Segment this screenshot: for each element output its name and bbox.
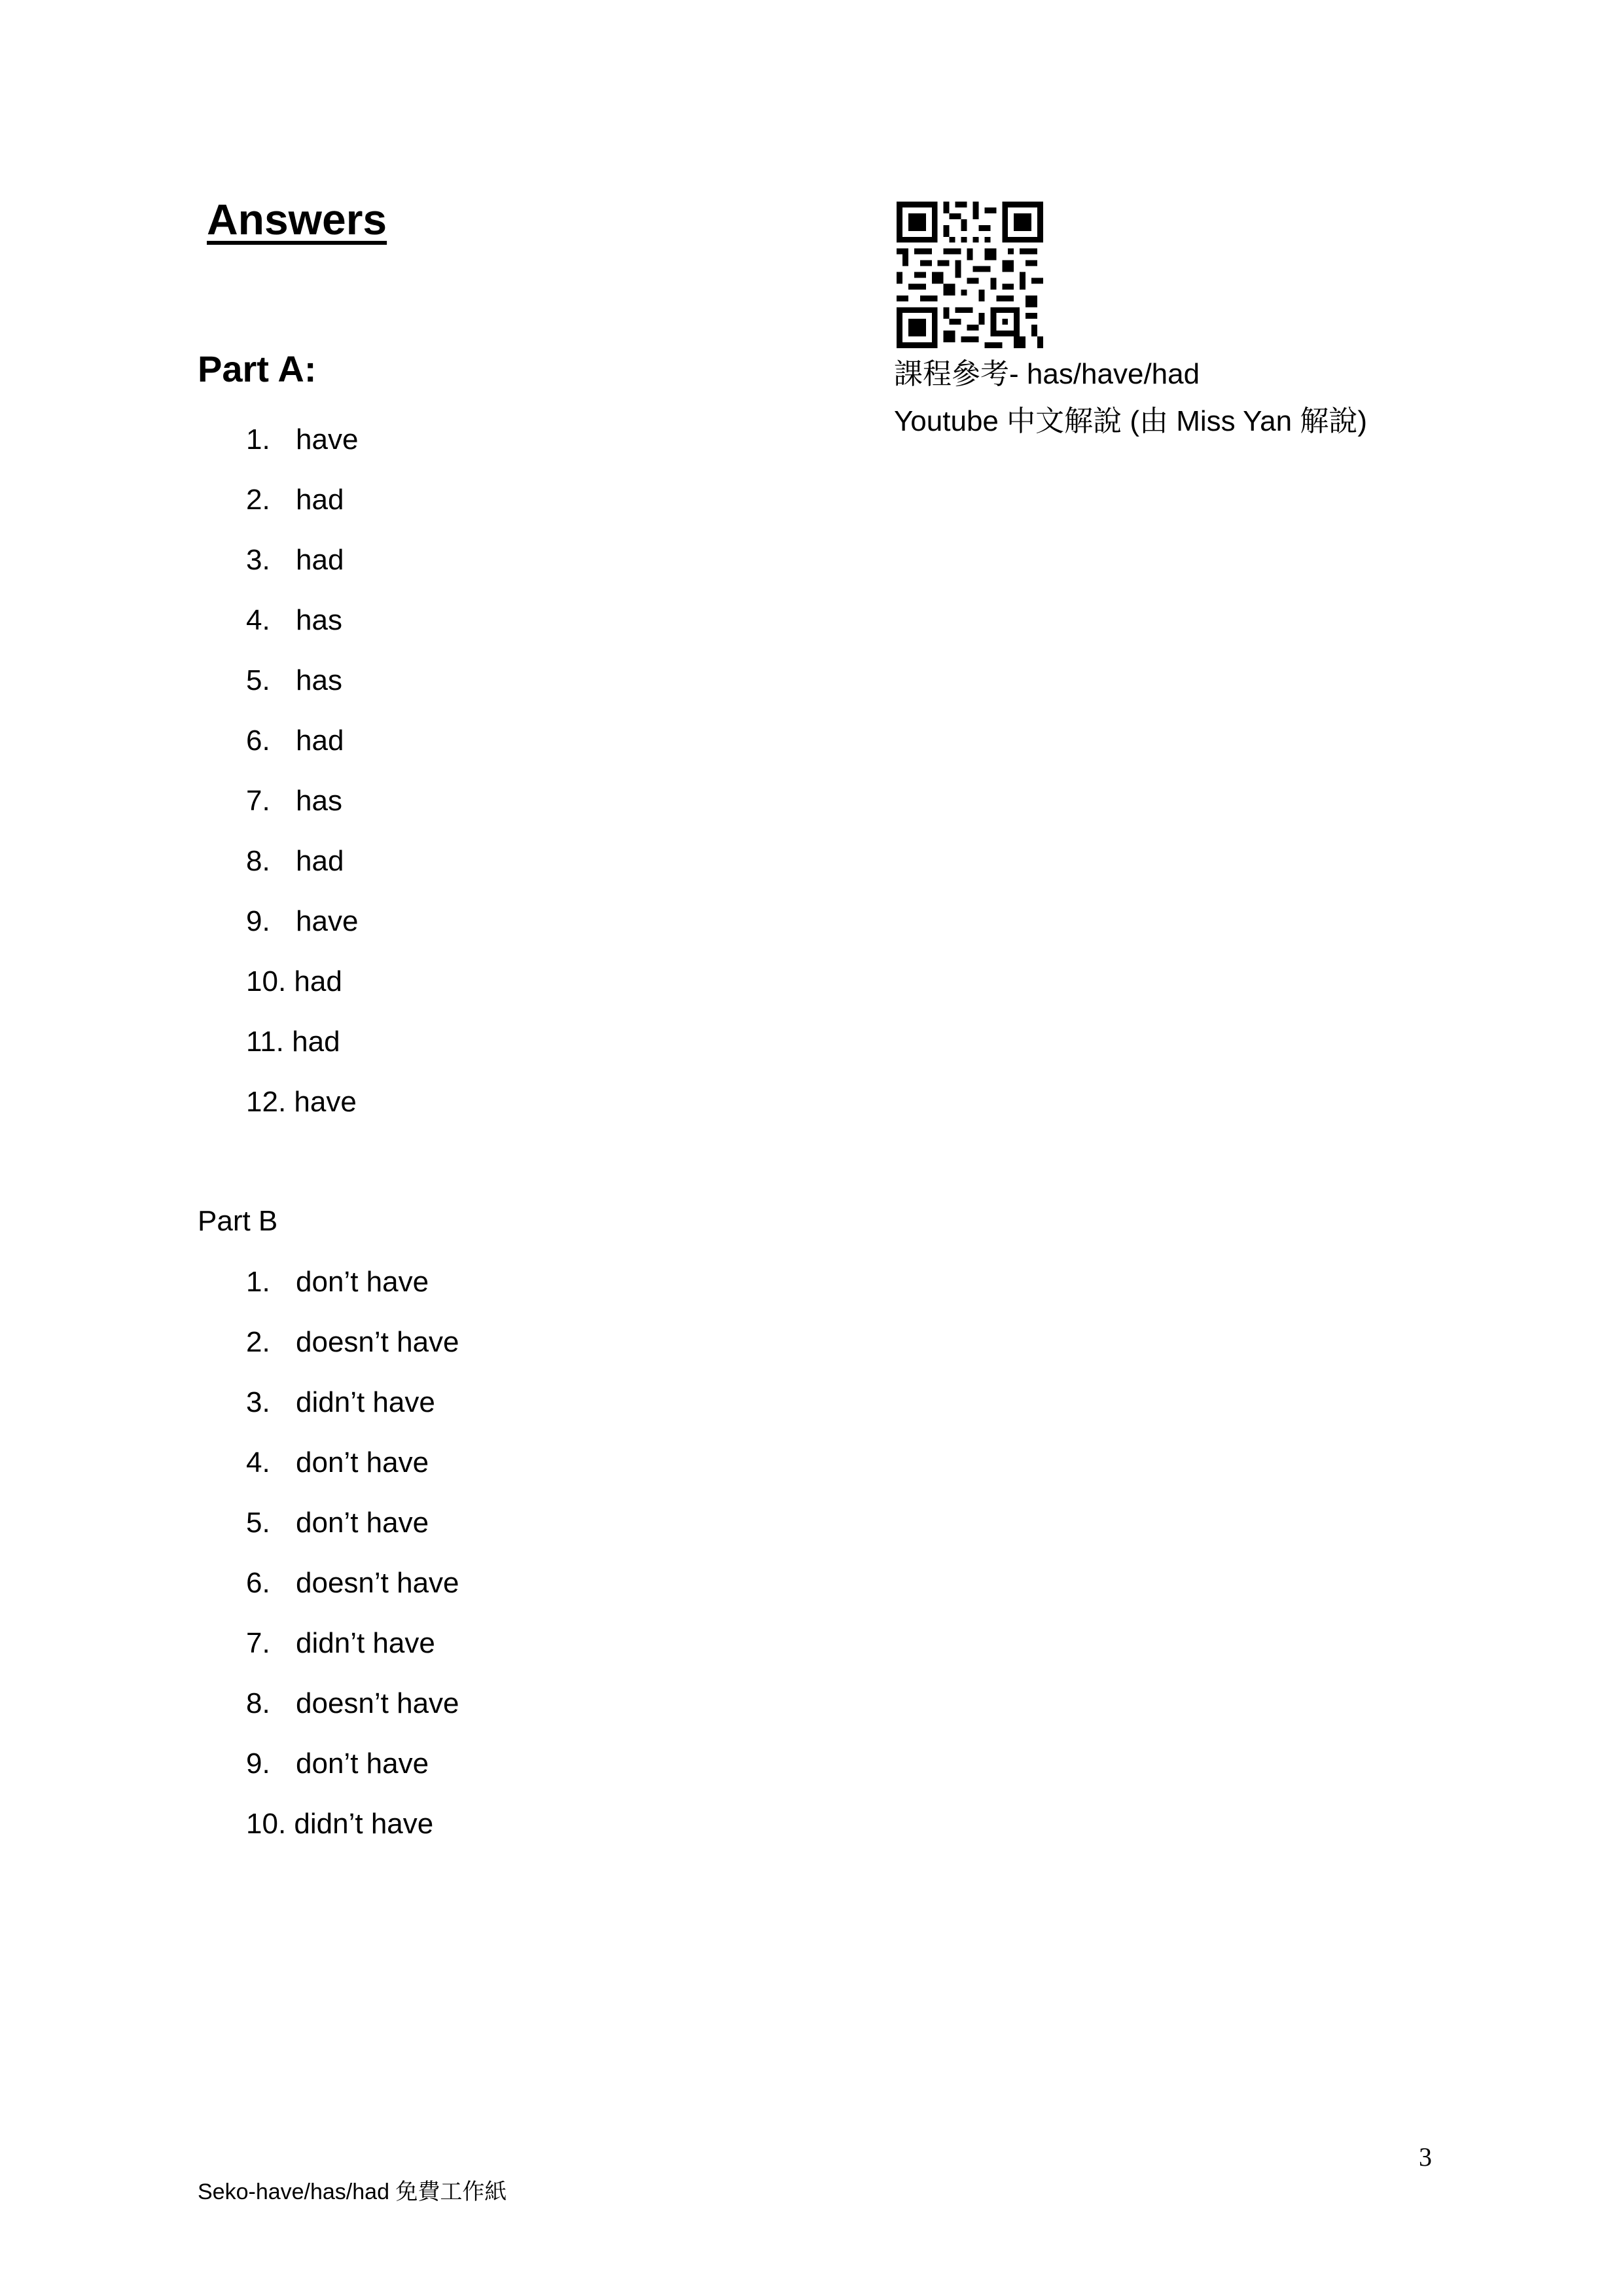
reference-line-course: 課程參考- has/have/had [894, 358, 1200, 390]
answer-item [246, 425, 358, 486]
answer-item [246, 1268, 459, 1328]
answer-number: 4. [246, 1446, 270, 1479]
answer-number: 1. [246, 423, 270, 456]
answer-item [246, 546, 358, 606]
answer-number: 8. [246, 1687, 270, 1719]
answer-text: have [296, 905, 359, 937]
qr-code-icon[interactable] [897, 202, 1043, 348]
answer-item [246, 967, 358, 1028]
answer-item [246, 1810, 459, 1870]
answer-number: 7. [246, 1627, 270, 1659]
answer-item [246, 726, 358, 787]
answer-number: 10. [246, 965, 287, 997]
answer-text: didn’t have [296, 1627, 435, 1659]
answer-text: have [296, 423, 359, 456]
answer-number: 7. [246, 785, 270, 817]
answer-text: had [294, 965, 342, 997]
answer-text: didn’t have [294, 1808, 434, 1840]
answer-text: doesn’t have [296, 1326, 459, 1358]
answer-text: don’t have [296, 1507, 429, 1539]
answer-item [246, 787, 358, 847]
answer-number: 3. [246, 544, 270, 576]
answer-number: 5. [246, 1507, 270, 1539]
answer-text: has [296, 604, 342, 636]
page-number: 3 [1419, 2142, 1432, 2172]
answer-number: 10. [246, 1808, 287, 1840]
answer-text: had [296, 725, 344, 757]
answer-text: didn’t have [296, 1386, 435, 1418]
answers-title: Answers [207, 195, 387, 243]
answer-text: doesn’t have [296, 1567, 459, 1599]
reference-line-youtube: Youtube 中文解說 (由 Miss Yan 解說) [894, 405, 1367, 437]
answer-text: had [292, 1026, 340, 1058]
part-b-answer-list [246, 1268, 459, 1870]
answer-number: 6. [246, 725, 270, 757]
answer-item [246, 1028, 358, 1088]
answer-number: 6. [246, 1567, 270, 1599]
answer-number: 9. [246, 905, 270, 937]
answer-item [246, 1328, 459, 1388]
answer-number: 3. [246, 1386, 270, 1418]
part-a-heading: Part A: [198, 348, 317, 389]
answer-item [246, 1509, 459, 1569]
answer-item [246, 1388, 459, 1448]
answer-item [246, 1569, 459, 1629]
answer-item [246, 1088, 358, 1148]
answer-item [246, 486, 358, 546]
answer-text: had [296, 484, 344, 516]
answer-item [246, 1689, 459, 1749]
answer-text: don’t have [296, 1446, 429, 1479]
answer-item [246, 847, 358, 907]
answer-number: 2. [246, 1326, 270, 1358]
answer-number: 4. [246, 604, 270, 636]
answer-number: 5. [246, 664, 270, 696]
answer-item [246, 907, 358, 967]
answer-number: 2. [246, 484, 270, 516]
answer-text: has [296, 785, 342, 817]
answer-text: has [296, 664, 342, 696]
answer-number: 12. [246, 1086, 287, 1118]
footer-text: Seko-have/has/had 免費工作紙 [198, 2179, 507, 2204]
answer-text: doesn’t have [296, 1687, 459, 1719]
answer-number: 8. [246, 845, 270, 877]
answer-text: don’t have [296, 1748, 429, 1780]
part-b-heading: Part B [198, 1205, 278, 1237]
answer-item [246, 606, 358, 666]
answer-text: have [294, 1086, 357, 1118]
answer-text: had [296, 544, 344, 576]
answer-text: don’t have [296, 1266, 429, 1298]
answer-number: 9. [246, 1748, 270, 1780]
answer-item [246, 1448, 459, 1509]
answer-number: 11. [246, 1026, 284, 1058]
answer-text: had [296, 845, 344, 877]
answer-number: 1. [246, 1266, 270, 1298]
answer-item [246, 666, 358, 726]
part-a-answer-list [246, 425, 358, 1148]
answer-item [246, 1629, 459, 1689]
answer-item [246, 1749, 459, 1810]
